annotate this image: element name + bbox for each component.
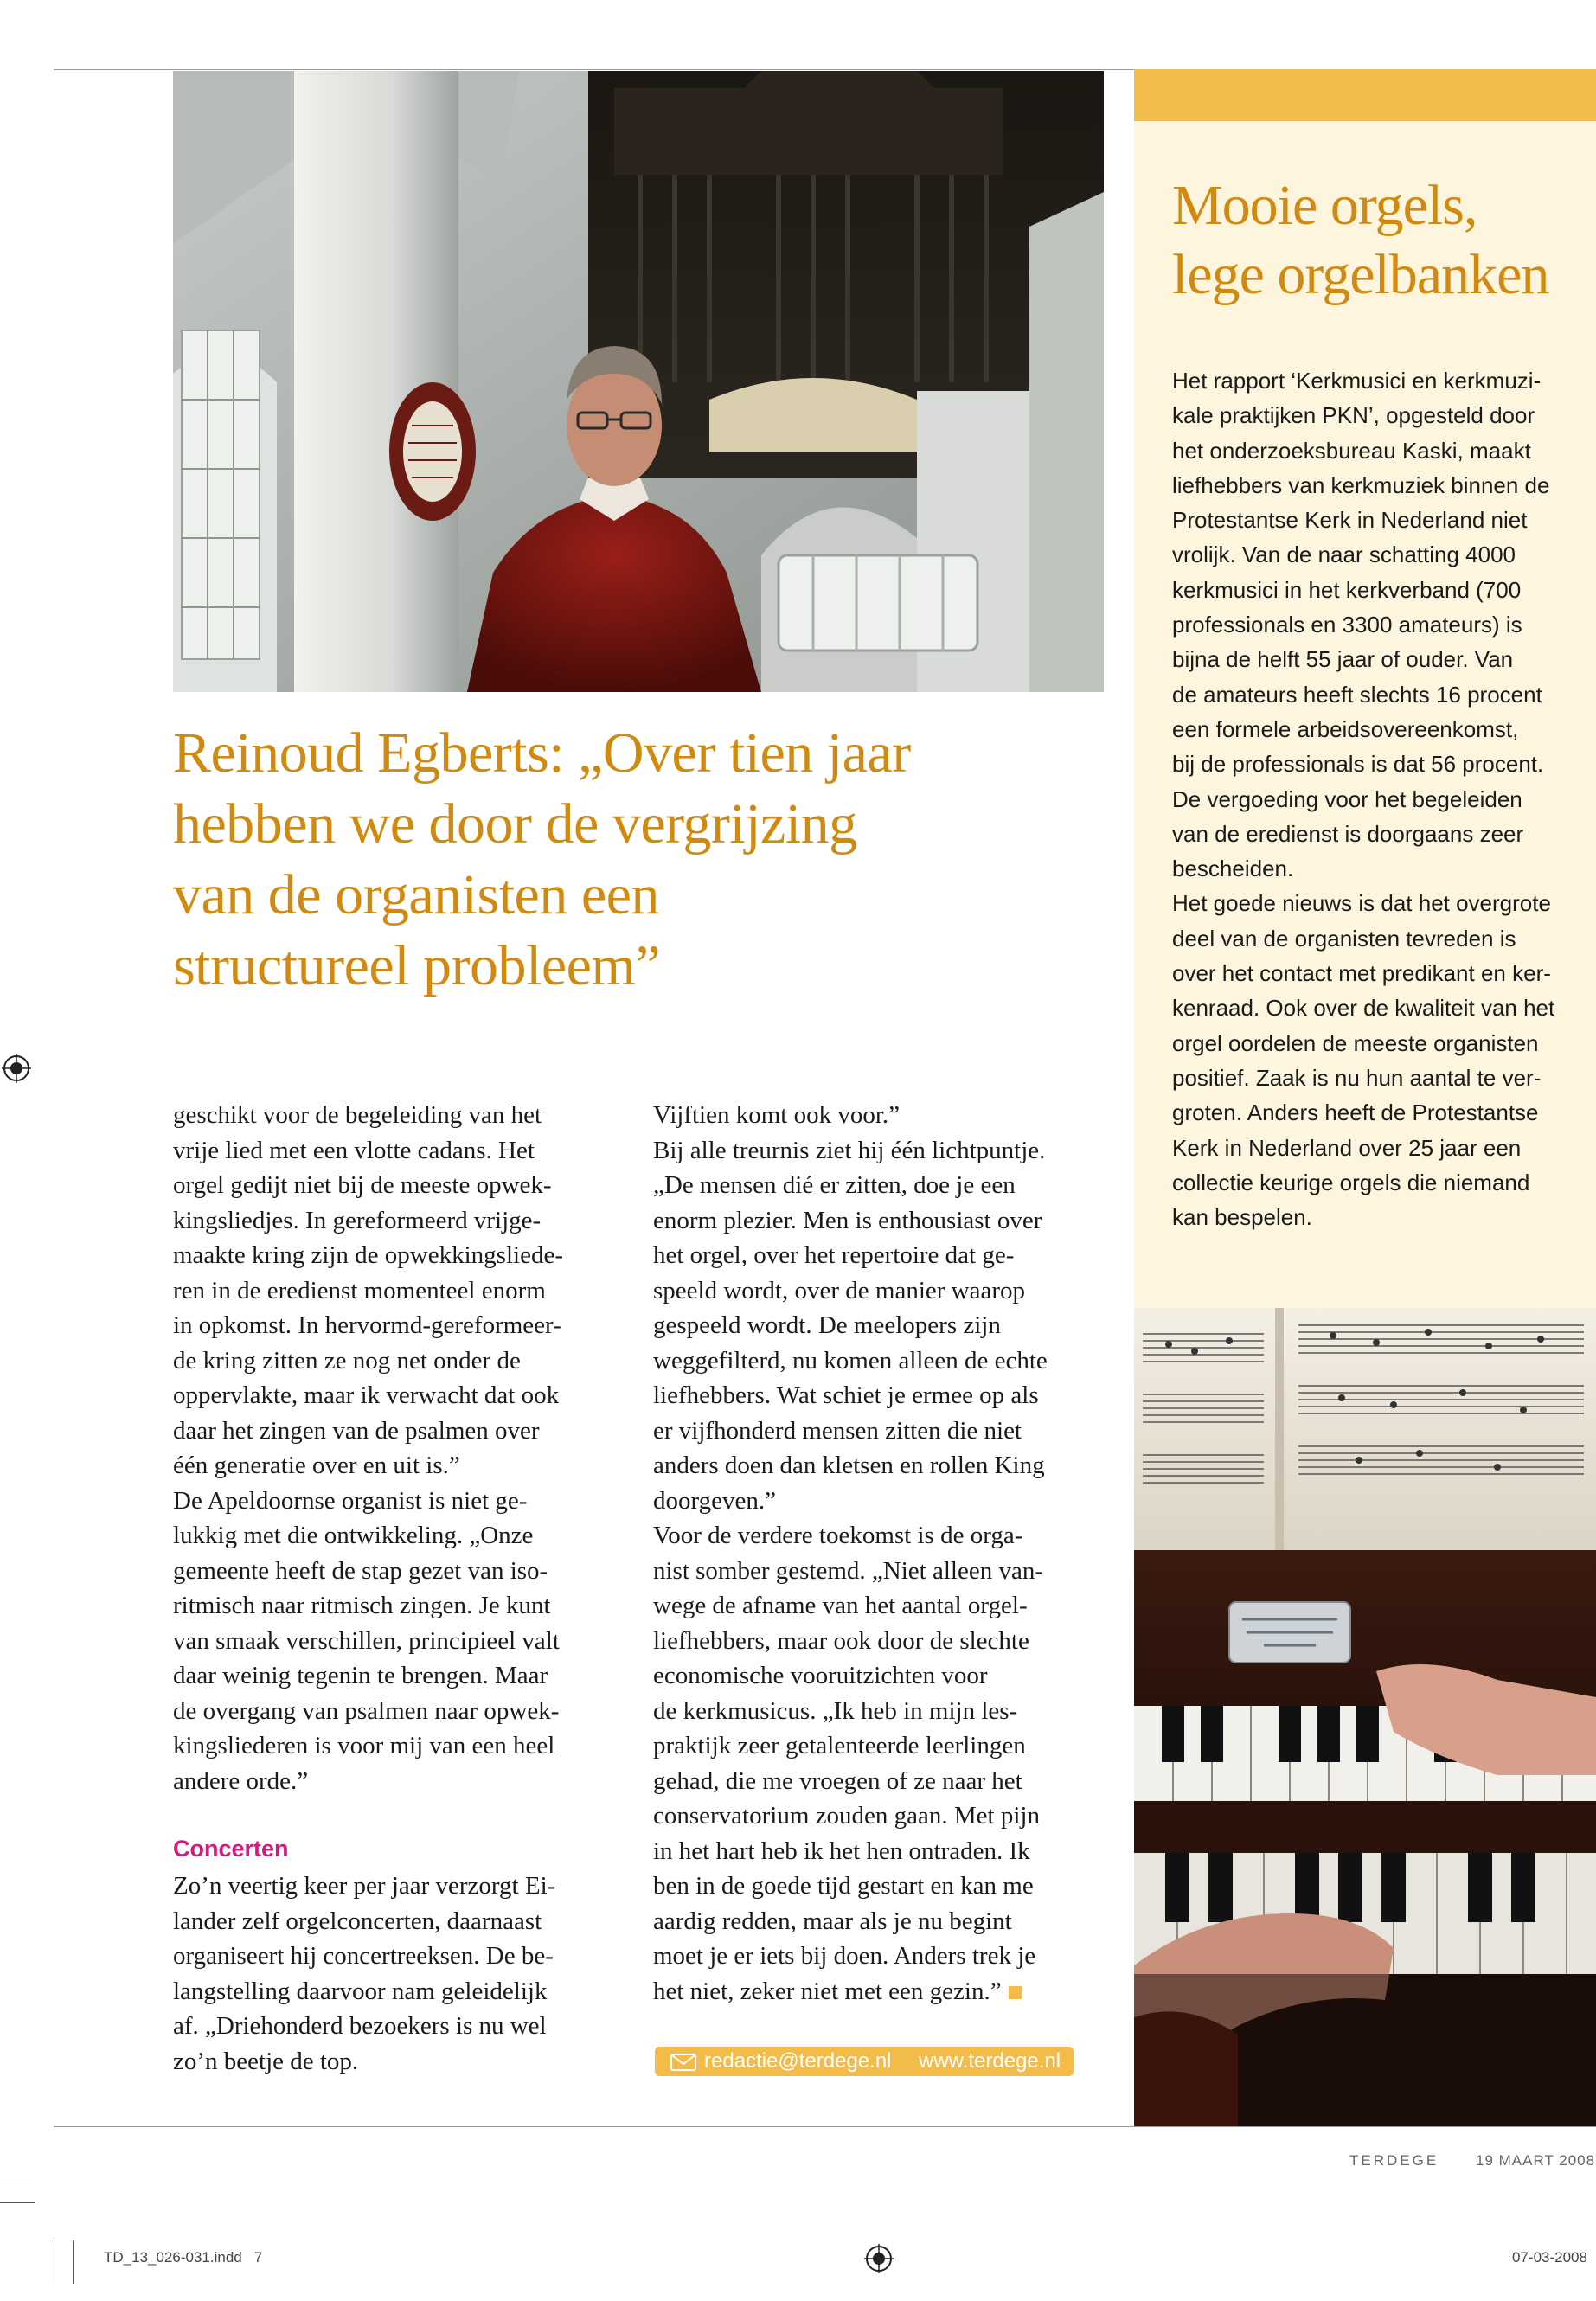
slug-date: 07-03-2008 [1512, 2249, 1587, 2266]
sidebar-title-line2: lege orgelbanken [1172, 243, 1549, 306]
sidebar-body: Het rapport ‘Kerkmusici en kerkmuzi- kale praktijken PKN’, opgesteld door het onderzoeksbureau Kaski, maakt liefhebbers van kerkmuziek binnen de Protestantse Kerk in Nederland niet vrolijk. Van de naar schatting 4000 kerkmusici in het kerkverband (700 professionals en 3300 amateurs) is bijna de helft 55 jaar of ouder. Van de amateurs heeft slechts 16 procent een formele arbeidsovereenkomst, bij de professionals is dat 56 procent. De vergoeding voor het begeleiden van de eredienst is doorgaans zeer bescheiden. Het goede nieuws is dat het overgrote deel van de organisten tevreden is over het contact met predikant en ker- kenraad. Ook over de kwaliteit van het orgel oordelen de meeste organisten positief. Zaak is nu hun aantal te ver- groten. Anders heeft de Protestantse Kerk in Nederland over 25 jaar een collectie keurige orgels die niemand kan bespelen. [1172, 368, 1555, 1231]
headline-line2: hebben we door de vergrijzing [173, 792, 857, 856]
column-2-text: Vijftien komt ook voor.” Bij alle treurnis ziet hij één lichtpuntje. „De mensen dié er zitten, doe je een enorm plezier. Men is enthousiast over het orgel, over het repertoire dat ge- speeld wordt, over de manier waarop gespeeld wordt. De meelopers zijn weggefilterd, nu komen alleen de echte liefhebbers. Wat schiet je ermee op als er vijfhonderd mensen zitten die niet anders doen dan kletsen en rollen King doorgeven.” Voor de verdere toekomst is de orga- nist somber gestemd. „Niet alleen van- wege de afname van het aantal orgel- liefhebbers, maar ook door de slechte economische vooruitzichten voor de kerkmusicus. „Ik heb in mijn les- praktijk zeer getalenteerde leerlingen gehad, die me vroegen of ze naar het conservatorium zouden gaan. Met pijn in het hart heb ik het hen ontraden. Ik ben in de goede tijd gestart en kan me aardig redden, maar als je nu begint moet je er iets bij doen. Anders trek je het niet, zeker niet met een gezin.” [653, 1101, 1048, 2005]
registration-mark-icon [2, 1054, 31, 1087]
organ-keyboard-photo [1134, 1308, 1596, 2126]
headline-line1: Reinoud Egberts: „Over tien jaar [173, 721, 911, 785]
crop-mark-vertical-2 [73, 2240, 74, 2284]
footer-date: 19 MAART 2008 [1476, 2152, 1596, 2169]
bottom-rule [54, 2126, 1596, 2127]
sidebar-band [1134, 69, 1596, 121]
article-column-2 [653, 1098, 1103, 2009]
crop-mark-left-2 [0, 2202, 35, 2203]
contact-website-link[interactable]: www.terdege.nl [919, 2049, 1061, 2073]
contact-bar [655, 2047, 1074, 2076]
sidebar-title-line1: Mooie orgels, [1172, 174, 1477, 237]
organist-photo [173, 71, 1104, 692]
article-column-1-continued: Zo’n veertig keer per jaar verzorgt Ei- lander zelf orgelconcerten, daarnaast organiseert hij concertreeksen. De be- langstelling daarvoor nam geleidelijk af. „Driehonderd bezoekers is nu wel zo’n beetje de top. [173, 1872, 556, 2075]
headline-line3: van de organisten een [173, 863, 659, 926]
slug-filename: TD_13_026-031.indd 7 [104, 2249, 263, 2266]
headline-line4: structureel probleem” [173, 934, 661, 997]
sidebar-title [1172, 171, 1587, 310]
footer-magazine: TERDEGE [1349, 2152, 1439, 2169]
subheading-concerten: Concerten [173, 1836, 289, 1862]
article-headline [173, 718, 952, 1002]
registration-mark-bottom-icon [864, 2244, 894, 2278]
contact-email-link[interactable]: redactie@terdege.nl [704, 2049, 892, 2073]
article-column-1: geschikt voor de begeleiding van het vrije lied met een vlotte cadans. Het orgel gedijt niet bij de meeste opwek- kingsliedjes. In gereformeerd vrijge- maakte kring zijn de opwekkingsliede- ren in de eredienst momenteel enorm in opkomst. In hervormd-gereformeer- de kring zitten ze nog net onder de oppervlakte, maar ik verwacht dat ook daar het zingen van de psalmen over één generatie over en uit is.” De Apeldoornse organist is niet ge- lukkig met die ontwikkeling. „Onze gemeente heeft de stap gezet van iso- ritmisch naar ritmisch zingen. Je kunt van smaak verschillen, principieel valt daar weinig tegenin te brengen. Maar de overgang van psalmen naar opwek- kingsliederen is voor mij van een heel andere orde.” [173, 1101, 563, 1795]
mail-icon [670, 2053, 696, 2077]
end-mark-icon [1009, 1986, 1022, 1999]
